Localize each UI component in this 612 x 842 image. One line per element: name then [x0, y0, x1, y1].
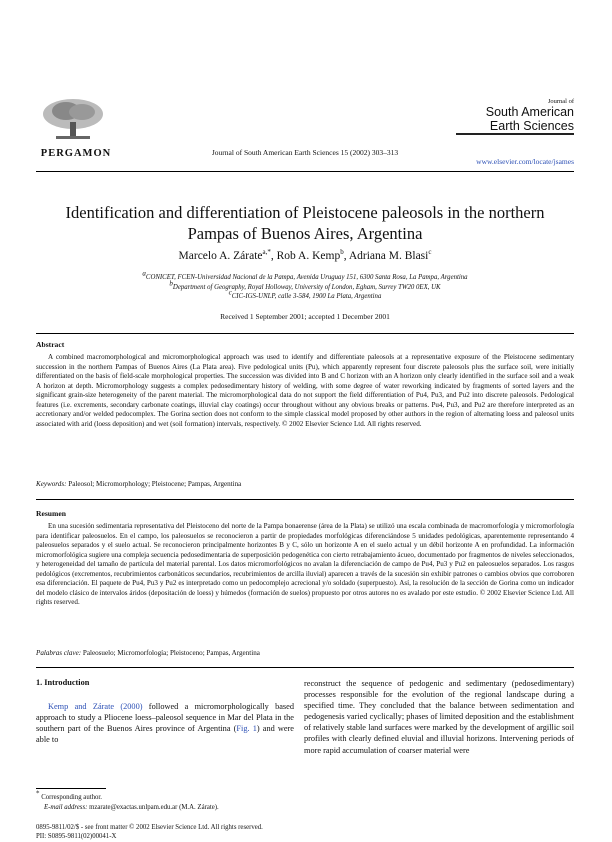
article-title: [36, 202, 574, 244]
journal-logo-line1: South American: [485, 105, 574, 119]
publisher-tree-logo-icon: [36, 96, 111, 142]
affiliation-text: CONICET, FCEN-Universidad Nacional de la Pampa, Avenida Uruguay 151, 6300 Santa Rosa, La Pampa, Argentina: [145, 274, 468, 281]
intro-text-part: followed a micromorphologically based approach to study a Pliocene loess–paleosol sequence in Mar del Plata in the southern part of the Buenos Aires province of Argentina (: [36, 702, 294, 734]
received-dates: Received 1 September 2001; accepted 1 December 2001: [220, 312, 390, 321]
affiliation-text: Department of Geography, Royal Holloway, University of London, Egham, Surrey TW20 0EX, UK: [172, 283, 441, 291]
abstract-top-divider: [36, 333, 574, 334]
figure-link[interactable]: Fig. 1: [236, 724, 257, 734]
author-affil-mark[interactable]: b: [340, 248, 344, 257]
intro-text-part: ) and were able to: [36, 724, 294, 745]
email-label: E-mail address:: [44, 804, 88, 811]
title-line-1: Identification and differentiation of Pleistocene paleosols in the northern: [65, 203, 545, 222]
title-line-2: Pampas of Buenos Aires, Argentina: [187, 224, 423, 243]
author-name: Rob A. Kemp: [276, 250, 341, 262]
author-affil-mark[interactable]: c: [428, 248, 432, 257]
affiliation-line: [36, 288, 574, 302]
journal-logo-rule: [456, 133, 574, 135]
keywords-text: Paleosol; Micromorphology; Pleistocene; Pampas, Argentina: [68, 480, 242, 488]
affiliation-text: CIC-IGS-UNLP, calle 3-584, 1900 La Plata, Argentina: [231, 293, 382, 300]
footnote-corresponding: [36, 789, 294, 802]
footnote-divider: [36, 788, 106, 789]
journal-logo-line2: Earth Sciences: [489, 119, 574, 133]
copyright-line: 0895-9811/02/$ - see front matter © 2002 Elsevier Science Ltd. All rights reserved.: [36, 824, 263, 831]
author-affil-mark[interactable]: a,*: [262, 248, 271, 257]
resumen-keywords-text: Paleosuelo; Micromorfología; Pleistoceno; Pampas, Argentina: [82, 649, 260, 657]
footnote-mark: *: [36, 789, 40, 798]
resumen-text: En una sucesión sedimentaria representativa del Pleistoceno del norte de la Pampa bonaerense (área de la Plata) se utilizó una escala combinada de macromorfología y micromorfología para identificar paleosuelos. En el campo, los paleosuelos se reconocieron a partir de propiedades morfológicas diferenciándose 5 unidades pedológicas, aparentemente representando 4 paleosuelos separados y el suelo actual. Se reconocieron principalmente horizontes B y C, sólo un horizonte A en el suelo actual y un débil horizonte A en profundidad. La información micromorfológica sugiere una compleja secuencia pedosedimentaria de superposición pedogenética con cierto retrabajamiento ácueo, documentado por fragmentos de niveles seleccionados, y heterogeneidad del tamaño de partícula del material parental. Los datos micromorfológicos no avalan la diferenciación de campo de Pu4, Pu3 y Pu2 en paleosuelos separados. Los rasgos pedológicos (excrementos, recubrimientos carbonáticos secundarios, recubrimientos de arcilla iluvial) aparecen a través de la sucesión sin exhibir patrones o cambios obvios que corroboren esa diferenciación. El paquete de Pu4, Pu3 y Pu2 es interpretado como un pedocomplejo acrecional y/o soldado (superpuesto). Así, la resolución de la sección de Gorina como un indicador del modelo clásico de intervalos áridos (depositación de loess) y húmedos (formación de suelos) propuesto por otros autores no es avalado por este estudio. © 2002 Elsevier Science Ltd. All rights reserved.: [36, 522, 574, 607]
affiliation-mark: c: [228, 288, 232, 297]
corresponding-author-text: Corresponding author.: [41, 794, 102, 801]
author-list: [36, 250, 574, 262]
citation-link[interactable]: Kemp and Zárate (2000): [48, 702, 143, 711]
author-separator: ,: [270, 250, 277, 262]
affiliation-line: [36, 279, 574, 293]
affiliations: [36, 269, 574, 302]
header-divider: [36, 171, 574, 172]
introduction-left-column: [36, 701, 294, 745]
abstract-heading: Abstract: [36, 340, 65, 349]
author-separator: ,: [343, 250, 349, 262]
resumen-bottom-divider: [36, 667, 574, 668]
affiliation-line: [36, 269, 574, 283]
keywords-line: [36, 480, 574, 490]
resumen-keywords-line: [36, 649, 574, 659]
introduction-right-column: reconstruct the sequence of pedogenic and sedimentary (pedosedimentary) processes responsible for the evolution of the regional landscape during a specified time. They concluded that the balance between sedimentation and pedogenesis varied cyclically; phases of limited deposition and the establishment of relatively stable land surfaces were marked by the development of argillic soil profiles with clearly defined eluvial and illuvial horizons. Intervening periods of more rapid accumulation of coarser material were: [304, 679, 574, 755]
journal-logo: [456, 98, 574, 135]
email-address[interactable]: mzarate@exactas.unlpam.edu.ar (M.A. Zárate).: [89, 804, 219, 811]
resumen-keywords-label: Palabras clave:: [36, 649, 82, 657]
affiliation-mark: b: [169, 279, 173, 288]
journal-citation: Journal of South American Earth Sciences 15 (2002) 303–313: [211, 148, 399, 157]
resumen-heading: Resumen: [36, 509, 66, 518]
keywords-label: Keywords:: [36, 480, 67, 488]
introduction-heading: 1. Introduction: [36, 678, 90, 687]
author-name: Adriana M. Blasi: [348, 250, 429, 262]
pii-line: PII: S0895-9811(02)00041-X: [36, 833, 117, 840]
journal-logo-small: Journal of: [547, 98, 574, 105]
affiliation-mark: a: [142, 269, 146, 278]
front-matter: [36, 823, 436, 841]
abstract-text: A combined macromorphological and micromorphological approach was used to identify and differentiate paleosols at a representative exposure of the Pleistocene sedimentary succession in the northern Pampas of Buenos Aires (La Plata area). Five pedological units (Pu), which apparently represent four discrete paleosols plus the surface soil, were initially differentiated on the basis of field-scale morphological properties. The succession was divided into B and C horizon with an A horizon only clearly identified in the surface soil and a weak A horizon at depth. Micromorphology suggests a complex pedosedimentary history of welding, with some degree of water reworking indicated by fragments of sorted layers and the significant grain-size heterogeneity of the parent material. The micromorphological data do not support the field differentiation of Pu4, Pu3, and Pu2 into discrete paleosols. Pedological features (i.e. excrements, secondary carbonate coatings, illuvial clay coatings) occur throughout without any obvious breaks or patterns. Pu4, Pu3, and Pu2 are therefore interpreted as an accretionary and/or welded pedocomplex. The Gorina section does not conform to the simple classical model proposed by other authors in the region of alternating loess and paleosol units associated with arid (loess deposition) and wet (soil formation) intervals, respectively. © 2002 Elsevier Science Ltd. All rights reserved.: [36, 353, 574, 428]
publisher-name: PERGAMON: [40, 148, 112, 159]
author-name: Marcelo A. Zárate: [178, 250, 263, 262]
footnote-email: [36, 803, 302, 812]
abstract-bottom-divider: [36, 499, 574, 500]
journal-url-link[interactable]: www.elsevier.com/locate/jsames: [476, 157, 574, 166]
